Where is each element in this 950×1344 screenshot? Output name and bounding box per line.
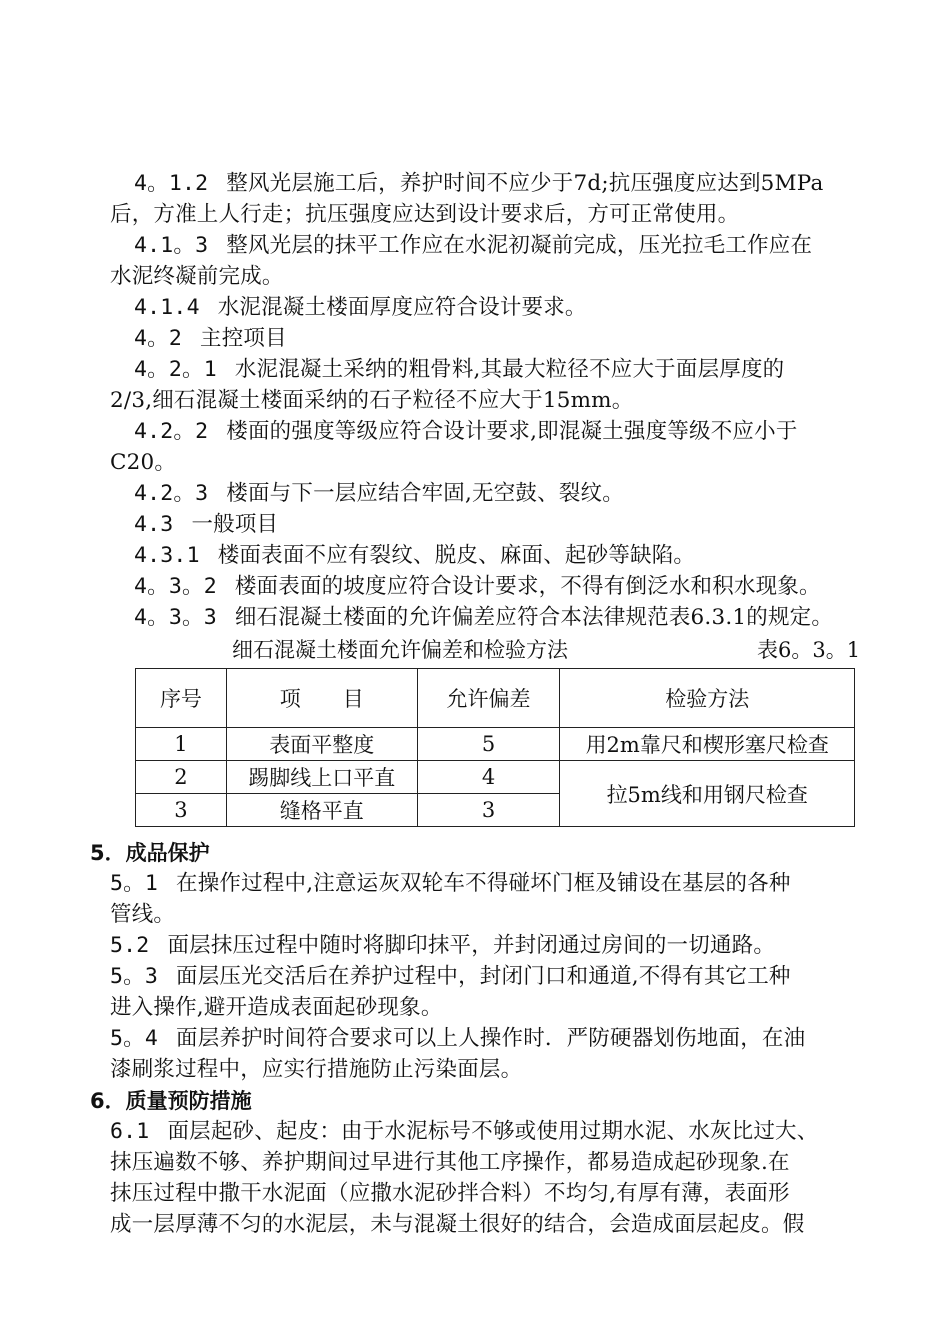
paragraph-6-1 [110,1117,818,1147]
paragraph-text: 整风光层施工后，养护时间不应少于7d;抗压强度应达到5MPa [226,171,824,196]
cell-item: 踢脚线上口平直 [226,761,417,794]
clause-number: 4。2 [134,326,182,351]
clause-number: 5。3 [110,964,158,989]
table-row [136,761,855,794]
paragraph-4-3-3 [134,603,833,633]
paragraph-text: 楼面表面不应有裂纹、脱皮、麻面、起砂等缺陷。 [217,543,696,568]
clause-number: 4。3。3 [134,605,217,630]
header-cell: 序号 [136,669,227,728]
heading-4-3 [134,510,278,540]
header-cell: 允许偏差 [417,669,560,728]
cell-method: 用2m靠尺和楔形塞尺检查 [560,728,855,761]
paragraph-4-2-1-cont: 2/3,细石混凝土楼面采纳的石子粒径不应大于15mm。 [110,388,634,413]
paragraph-5-4 [110,1024,805,1054]
paragraph-5-4-cont: 漆刷浆过程中，应实行措施防止污染面层。 [110,1057,523,1082]
paragraph-text: 在操作过程中,注意运灰双轮车不得碰坏门框及铺设在基层的各种 [176,871,791,896]
clause-number: 4.1。3 [134,233,209,258]
paragraph-5-1 [110,869,791,899]
paragraph-4-2-3 [134,479,624,509]
heading-4-2 [134,324,287,354]
paragraph-4-3-1 [134,541,695,571]
paragraph-6-1-cont: 抹压遍数不够、养护期间过早进行其他工序操作，都易造成起砂现象.在 [110,1150,790,1175]
clause-number: 5。1 [110,871,158,896]
paragraph-text: 面层起砂、起皮：由于水泥标号不够或使用过期水泥、水灰比过大、 [167,1119,819,1144]
section-6-title: 6．质量预防措施 [90,1089,252,1113]
table-caption: 细石混凝土楼面允许偏差和检验方法 [232,638,568,662]
paragraph-5-2 [110,931,775,961]
cell-no: 3 [136,794,227,827]
paragraph-4-3-2 [134,572,821,602]
paragraph-text: 整风光层的抹平工作应在水泥初凝前完成，压光拉毛工作应在 [226,233,813,258]
paragraph-4-1-3 [134,231,812,261]
paragraph-text: 面层养护时间符合要求可以上人操作时．严防硬器划伤地面，在油 [176,1026,806,1051]
paragraph-text: 水泥混凝土楼面厚度应符合设计要求。 [217,295,587,320]
header-cell: 项 目 [226,669,417,728]
paragraph-text: 楼面的强度等级应符合设计要求,即混凝土强度等级不应小于 [226,419,798,444]
paragraph-text: 楼面表面的坡度应符合设计要求，不得有倒泛水和积水现象。 [234,574,821,599]
paragraph-text: 面层压光交活后在养护过程中，封闭门口和通道,不得有其它工种 [176,964,791,989]
paragraph-text: 楼面与下一层应结合牢固,无空鼓、裂纹。 [226,481,624,506]
heading-text: 主控项目 [200,326,287,351]
clause-number: 4.2。2 [134,419,209,444]
clause-number: 4。2。1 [134,357,217,382]
clause-number: 4。3。2 [134,574,217,599]
paragraph-5-3-cont: 进入操作,避开造成表面起砂现象。 [110,995,443,1020]
paragraph-4-2-1 [134,355,784,385]
paragraph-text: 水泥混凝土采纳的粗骨料,其最大粒径不应大于面层厚度的 [234,357,785,382]
table-number: 表6。3。1 [757,638,861,662]
paragraph-text: 细石混凝土楼面的允许偏差应符合本法律规范表6.3.1的规定。 [234,605,834,630]
clause-number: 4.1.4 [134,295,200,320]
paragraph-4-1-3-cont: 水泥终凝前完成。 [110,264,284,289]
paragraph-4-2-2-cont: C20。 [110,450,177,475]
table-header-row [136,669,855,728]
cell-tolerance: 4 [417,761,560,794]
tolerance-table [135,668,855,827]
cell-no: 1 [136,728,227,761]
cell-item: 缝格平直 [226,794,417,827]
clause-number: 4.2。3 [134,481,209,506]
clause-number: 6.1 [110,1119,150,1144]
cell-no: 2 [136,761,227,794]
paragraph-4-1-4 [134,293,587,323]
paragraph-5-1-cont: 管线。 [110,902,176,927]
table-row [136,728,855,761]
paragraph-5-3 [110,962,791,992]
paragraph-4-1-2 [134,169,823,199]
section-5-title: 5．成品保护 [90,841,210,865]
paragraph-6-1-cont: 成一层厚薄不匀的水泥层，未与混凝土很好的结合，会造成面层起皮。假 [110,1212,805,1237]
paragraph-6-1-cont: 抹压过程中撒干水泥面（应撒水泥砂拌合料）不均匀,有厚有薄，表面形 [110,1181,790,1206]
paragraph-4-2-2 [134,417,798,447]
cell-tolerance: 5 [417,728,560,761]
header-cell: 检验方法 [560,669,855,728]
clause-number: 4.3 [134,512,174,537]
cell-method: 拉5m线和用钢尺检查 [560,761,855,827]
cell-tolerance: 3 [417,794,560,827]
clause-number: 5。4 [110,1026,158,1051]
paragraph-4-1-2-cont: 后，方准上人行走；抗压强度应达到设计要求后，方可正常使用。 [110,202,740,227]
clause-number: 5.2 [110,933,150,958]
cell-item: 表面平整度 [226,728,417,761]
clause-number: 4。1.2 [134,171,209,196]
clause-number: 4.3.1 [134,543,200,568]
paragraph-text: 面层抹压过程中随时将脚印抹平，并封闭通过房间的一切通路。 [167,933,776,958]
heading-text: 一般项目 [191,512,279,537]
